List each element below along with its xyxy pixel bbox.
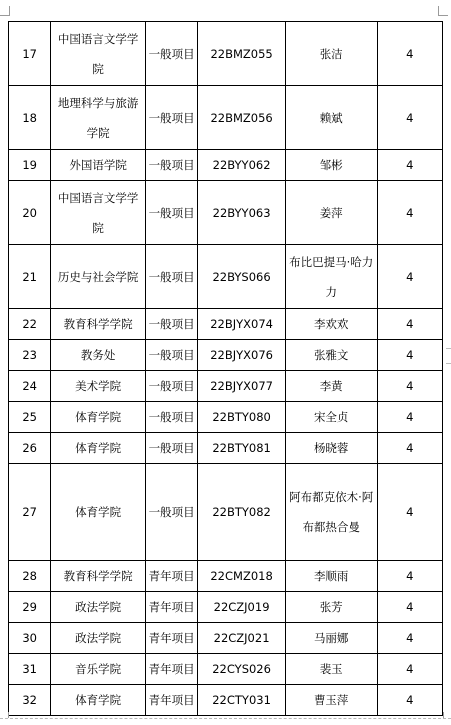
project-type-cell: 一般项目	[145, 433, 197, 464]
row-number-cell: 22	[9, 309, 51, 340]
project-code-cell: 22BJYX077	[198, 371, 286, 402]
row-number-cell: 25	[9, 402, 51, 433]
count-cell: 4	[377, 340, 443, 371]
row-number-cell: 17	[9, 22, 51, 86]
count-cell: 4	[377, 402, 443, 433]
margin-tick-left	[8, 712, 9, 718]
row-number-cell: 30	[9, 623, 51, 654]
department-cell: 体育学院	[51, 433, 146, 464]
person-name-cell: 杨晓蓉	[285, 433, 377, 464]
department-cell: 体育学院	[51, 402, 146, 433]
project-code-cell: 22CZJ021	[198, 623, 286, 654]
table-row	[9, 654, 443, 685]
person-name-cell: 宋全贞	[285, 402, 377, 433]
table-row	[9, 623, 443, 654]
department-cell: 中国语言文学学院	[51, 181, 146, 245]
project-code-cell: 22BTY081	[198, 433, 286, 464]
row-number-cell: 20	[9, 181, 51, 245]
row-number-cell: 18	[9, 86, 51, 150]
project-code-cell: 22BYS066	[198, 245, 286, 309]
count-cell: 4	[377, 654, 443, 685]
project-type-cell: 一般项目	[145, 22, 197, 86]
project-type-cell: 青年项目	[145, 685, 197, 716]
count-cell: 4	[377, 561, 443, 592]
table-row	[9, 464, 443, 561]
row-number-cell: 31	[9, 654, 51, 685]
project-type-cell: 一般项目	[145, 371, 197, 402]
project-code-cell: 22CTY031	[198, 685, 286, 716]
person-name-cell: 李顺雨	[285, 561, 377, 592]
project-type-cell: 一般项目	[145, 309, 197, 340]
person-name-cell: 裴玉	[285, 654, 377, 685]
table-row	[9, 340, 443, 371]
margin-tick-right	[443, 712, 444, 718]
project-code-cell: 22BMZ056	[198, 86, 286, 150]
count-cell: 4	[377, 371, 443, 402]
project-code-cell: 22CMZ018	[198, 561, 286, 592]
project-type-cell: 青年项目	[145, 654, 197, 685]
person-name-cell: 姜萍	[285, 181, 377, 245]
person-name-cell: 曹玉萍	[285, 685, 377, 716]
count-cell: 4	[377, 623, 443, 654]
project-type-cell: 一般项目	[145, 402, 197, 433]
project-code-cell: 22BYY062	[198, 150, 286, 181]
project-type-cell: 一般项目	[145, 150, 197, 181]
count-cell: 4	[377, 464, 443, 561]
department-cell: 美术学院	[51, 371, 146, 402]
table-row	[9, 181, 443, 245]
person-name-cell: 张洁	[285, 22, 377, 86]
project-type-cell: 一般项目	[145, 340, 197, 371]
count-cell: 4	[377, 433, 443, 464]
table-row	[9, 150, 443, 181]
row-number-cell: 26	[9, 433, 51, 464]
department-cell: 外国语学院	[51, 150, 146, 181]
project-type-cell: 一般项目	[145, 245, 197, 309]
project-code-cell: 22BJYX074	[198, 309, 286, 340]
department-cell: 中国语言文学学院	[51, 22, 146, 86]
row-number-cell: 24	[9, 371, 51, 402]
person-name-cell: 张雅文	[285, 340, 377, 371]
row-number-cell: 19	[9, 150, 51, 181]
table-row	[9, 402, 443, 433]
project-table-body	[9, 22, 443, 716]
project-code-cell: 22BYY063	[198, 181, 286, 245]
row-number-cell: 27	[9, 464, 51, 561]
margin-corner-mark-left	[0, 6, 10, 16]
project-code-cell: 22BTY082	[198, 464, 286, 561]
project-code-cell: 22CZJ019	[198, 592, 286, 623]
count-cell: 4	[377, 181, 443, 245]
department-cell: 体育学院	[51, 685, 146, 716]
table-row	[9, 309, 443, 340]
project-type-cell: 一般项目	[145, 464, 197, 561]
scroll-marker	[446, 348, 451, 364]
person-name-cell: 李黄	[285, 371, 377, 402]
department-cell: 教务处	[51, 340, 146, 371]
table-row	[9, 685, 443, 716]
department-cell: 历史与社会学院	[51, 245, 146, 309]
page-bottom-rule	[0, 718, 451, 719]
margin-corner-mark-right	[438, 6, 448, 16]
count-cell: 4	[377, 22, 443, 86]
project-type-cell: 一般项目	[145, 86, 197, 150]
count-cell: 4	[377, 309, 443, 340]
person-name-cell: 张芳	[285, 592, 377, 623]
table-row	[9, 245, 443, 309]
row-number-cell: 28	[9, 561, 51, 592]
project-code-cell: 22CYS026	[198, 654, 286, 685]
table-row	[9, 561, 443, 592]
department-cell: 政法学院	[51, 592, 146, 623]
project-type-cell: 青年项目	[145, 561, 197, 592]
person-name-cell: 马丽娜	[285, 623, 377, 654]
count-cell: 4	[377, 685, 443, 716]
project-table	[8, 21, 443, 716]
person-name-cell: 赖斌	[285, 86, 377, 150]
row-number-cell: 23	[9, 340, 51, 371]
project-code-cell: 22BTY080	[198, 402, 286, 433]
department-cell: 地理科学与旅游学院	[51, 86, 146, 150]
row-number-cell: 29	[9, 592, 51, 623]
person-name-cell: 邹彬	[285, 150, 377, 181]
department-cell: 教育科学学院	[51, 309, 146, 340]
department-cell: 音乐学院	[51, 654, 146, 685]
table-row	[9, 371, 443, 402]
row-number-cell: 21	[9, 245, 51, 309]
row-number-cell: 32	[9, 685, 51, 716]
count-cell: 4	[377, 592, 443, 623]
project-type-cell: 青年项目	[145, 592, 197, 623]
table-row	[9, 592, 443, 623]
count-cell: 4	[377, 150, 443, 181]
project-type-cell: 一般项目	[145, 181, 197, 245]
department-cell: 政法学院	[51, 623, 146, 654]
table-row	[9, 433, 443, 464]
table-row	[9, 86, 443, 150]
person-name-cell: 布比巴提马·哈力力	[285, 245, 377, 309]
count-cell: 4	[377, 86, 443, 150]
table-row	[9, 22, 443, 86]
project-type-cell: 青年项目	[145, 623, 197, 654]
project-code-cell: 22BMZ055	[198, 22, 286, 86]
count-cell: 4	[377, 245, 443, 309]
person-name-cell: 阿布都克依木·阿布都热合曼	[285, 464, 377, 561]
department-cell: 体育学院	[51, 464, 146, 561]
project-code-cell: 22BJYX076	[198, 340, 286, 371]
person-name-cell: 李欢欢	[285, 309, 377, 340]
department-cell: 教育科学学院	[51, 561, 146, 592]
